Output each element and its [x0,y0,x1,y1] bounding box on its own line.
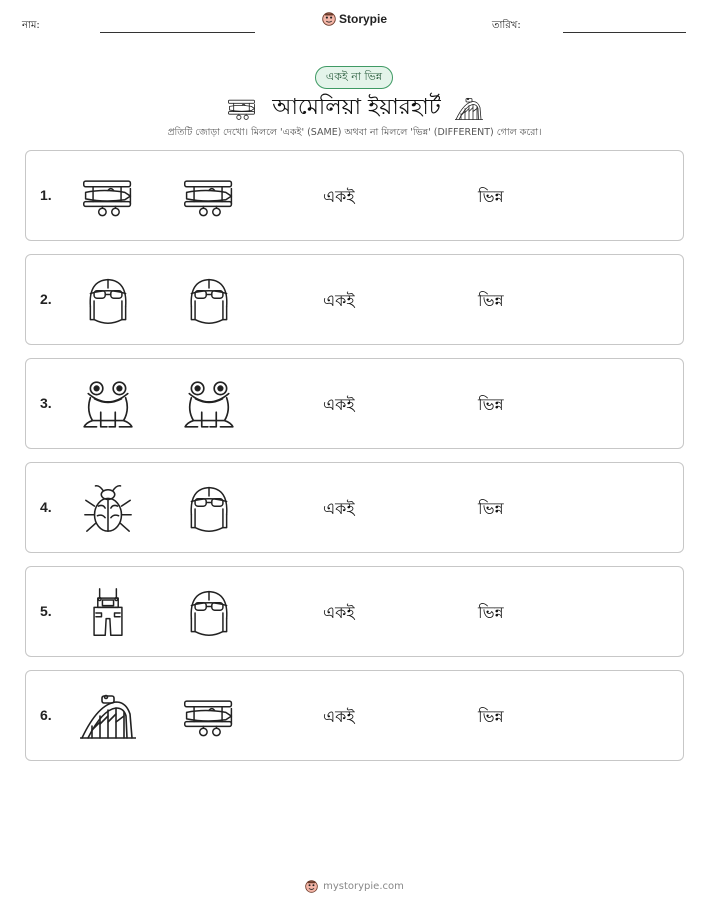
question-number: 3. [40,395,52,411]
different-option[interactable]: ভিন্ন [478,187,504,206]
aviator-helmet-icon [181,275,237,327]
roller-coaster-icon [455,96,483,122]
name-line[interactable] [100,32,255,33]
question-number: 4. [40,499,52,515]
title-row [0,90,709,127]
plane-icon [181,691,237,743]
different-option[interactable]: ভিন্ন [478,603,504,622]
plane-icon [181,171,237,223]
aviator-helmet-icon [181,483,237,535]
same-option[interactable]: একই [323,499,355,518]
different-option[interactable]: ভিন্ন [478,499,504,518]
aviator-helmet-icon [80,275,136,327]
question-row [25,358,684,449]
beetle-icon [80,483,136,535]
question-row [25,462,684,553]
question-number: 5. [40,603,52,619]
question-row [25,150,684,241]
different-option[interactable]: ভিন্ন [478,707,504,726]
roller-coaster-icon [80,691,136,743]
instructions: প্রতিটি জোড়া দেখো। মিললে 'একই' (SAME) অথবা না মিললে 'ভিন্ন' (DIFFERENT) গোল করো। [167,127,542,138]
plane-icon [226,96,258,122]
date-line[interactable] [563,32,686,33]
question-number: 6. [40,707,52,723]
frog-icon [80,379,136,431]
question-number: 2. [40,291,52,307]
different-option[interactable]: ভিন্ন [478,291,504,310]
question-row [25,566,684,657]
footer-site[interactable]: mystorypie.com [323,881,404,892]
page-title: আমেলিয়া ইয়ারহার্ট [272,95,441,120]
frog-icon [181,379,237,431]
same-option[interactable]: একই [323,291,355,310]
overalls-icon [80,587,136,639]
brand-name: Storypie [339,12,388,26]
same-option[interactable]: একই [323,603,355,622]
date-label: তারিখ: [492,20,521,31]
question-row [25,254,684,345]
plane-icon [80,171,136,223]
different-option[interactable]: ভিন্ন [478,395,504,414]
brand-logo [322,12,387,26]
question-number: 1. [40,187,52,203]
name-label: নাম: [22,20,40,31]
storypie-mascot-icon [322,12,336,26]
same-option[interactable]: একই [323,395,355,414]
aviator-helmet-icon [181,587,237,639]
same-option[interactable]: একই [323,707,355,726]
storypie-mascot-icon [305,880,318,893]
worksheet-type-badge: একই না ভিন্ন [315,66,393,89]
footer [0,880,709,893]
same-option[interactable]: একই [323,187,355,206]
question-row [25,670,684,761]
